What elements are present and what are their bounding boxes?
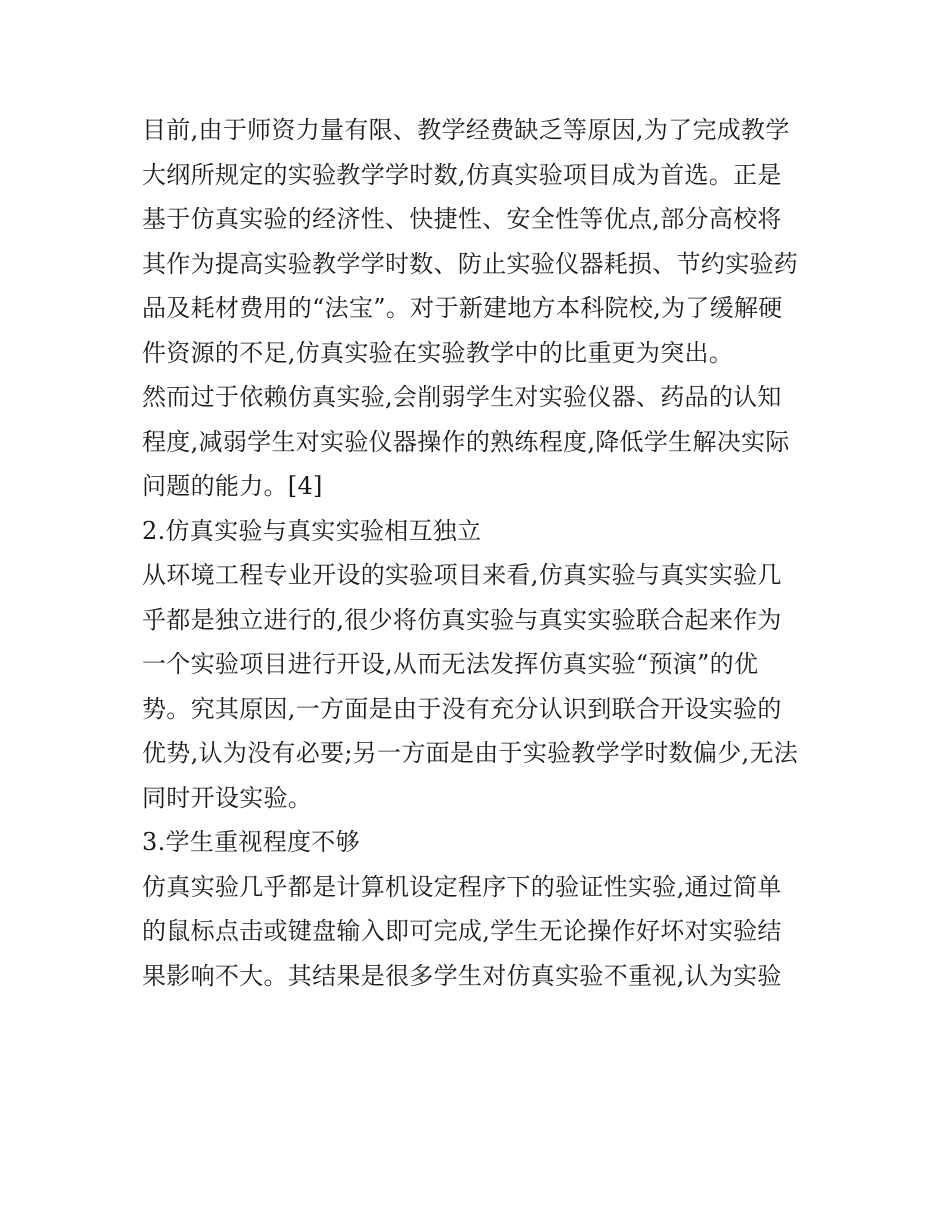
paragraph-line: 一个实验项目进行开设,从而无法发挥仿真实验“预演”的优 xyxy=(142,650,759,678)
paragraph-line: 程度,减弱学生对实验仪器操作的熟练程度,降低学生解决实际 xyxy=(142,427,790,456)
paragraph-line: 的鼠标点击或键盘输入即可完成,学生无论操作好坏对实验结 xyxy=(142,917,782,945)
section-heading: 2.仿真实验与真实实验相互独立 xyxy=(142,516,482,545)
paragraph-line: 果影响不大。其结果是很多学生对仿真实验不重视,认为实验 xyxy=(142,961,782,990)
paragraph-line: 仿真实验几乎都是计算机设定程序下的验证性实验,通过简单 xyxy=(142,872,782,901)
paragraph-line: 从环境工程专业开设的实验项目来看,仿真实验与真实实验几 xyxy=(142,561,782,589)
paragraph-line: 基于仿真实验的经济性、快捷性、安全性等优点,部分高校将 xyxy=(142,205,782,233)
paragraph-line: 乎都是独立进行的,很少将仿真实验与真实实验联合起来作为 xyxy=(142,605,782,634)
section-heading: 3.学生重视程度不够 xyxy=(142,828,360,856)
paragraph-line: 品及耗材费用的“法宝”。对于新建地方本科院校,为了缓解硬 xyxy=(142,294,783,322)
paragraph-line: 目前,由于师资力量有限、教学经费缺乏等原因,为了完成教学 xyxy=(142,116,790,144)
paragraph-line: 件资源的不足,仿真实验在实验教学中的比重更为突出。 xyxy=(142,338,734,367)
paragraph-line: 问题的能力。[4] xyxy=(142,472,323,500)
paragraph-line: 势。究其原因,一方面是由于没有充分认识到联合开设实验的 xyxy=(142,694,782,723)
paragraph-line: 其作为提高实验教学学时数、防止实验仪器耗损、节约实验药 xyxy=(142,249,799,278)
paragraph-line: 大纲所规定的实验教学学时数,仿真实验项目成为首选。正是 xyxy=(142,160,782,189)
paragraph-line: 同时开设实验。 xyxy=(142,783,313,812)
document-body xyxy=(142,108,822,998)
paragraph-line: 然而过于依赖仿真实验,会削弱学生对实验仪器、药品的认知 xyxy=(142,383,782,411)
paragraph-line: 优势,认为没有必要;另一方面是由于实验教学学时数偏少,无法 xyxy=(142,739,799,767)
